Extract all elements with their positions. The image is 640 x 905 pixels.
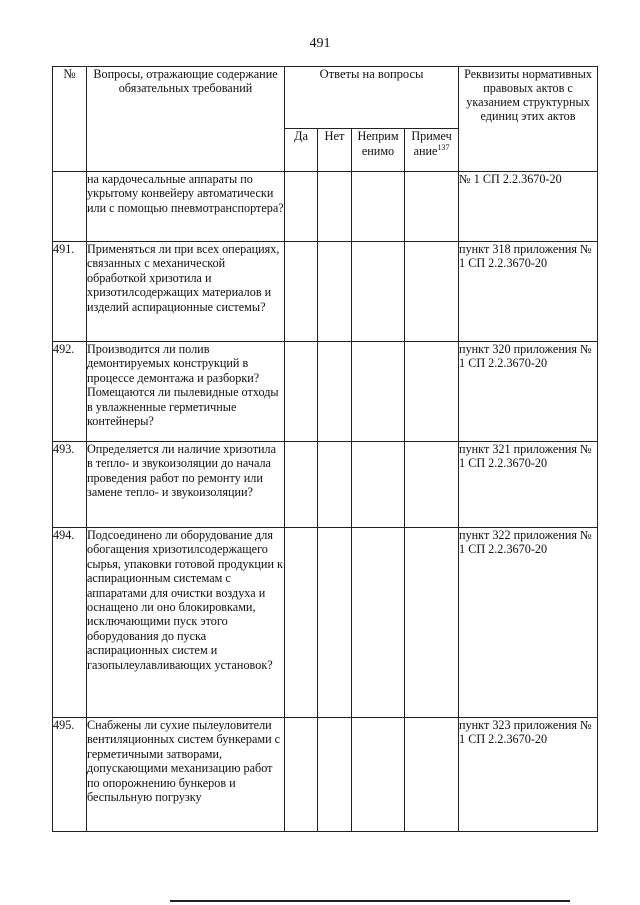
header-num: № (53, 67, 87, 172)
header-not-applicable: Неприм енимо (352, 129, 405, 172)
header-yes: Да (285, 129, 318, 172)
row-number: 493. (53, 442, 87, 528)
header-no: Нет (318, 129, 352, 172)
row-reference: пункт 320 приложения № 1 СП 2.2.3670-20 (459, 342, 598, 442)
row-number: 495. (53, 718, 87, 832)
row-number: 494. (53, 528, 87, 718)
header-note: Примеч ание$^{137}$ (405, 129, 459, 172)
answer-yes-cell[interactable] (285, 442, 318, 528)
table-header-row (53, 67, 598, 129)
answer-na-cell[interactable] (352, 342, 405, 442)
row-number: 492. (53, 342, 87, 442)
table-row (53, 242, 598, 342)
row-question: Определяется ли наличие хризотила в тепло- и звукоизоляции до начала проведения работ по ремонту или замене тепло- и звукоизоляции? (87, 442, 285, 528)
requirements-table (52, 66, 598, 832)
row-question: Подсоединено ли оборудование для обогащения хризотилсодержащего сырья, упаковки готовой продукции к аспирационным системам с аппаратами для очистки воздуха и оснащено ли оно блокировками, исключающими пуск этого оборудования до пуска аспирационных систем и газопылеулавливающих установок? (87, 528, 285, 718)
answer-yes-cell[interactable] (285, 172, 318, 242)
table-row (53, 442, 598, 528)
answer-note-cell[interactable] (405, 528, 459, 718)
table-row (53, 528, 598, 718)
answer-na-cell[interactable] (352, 242, 405, 342)
page-number: 491 (309, 36, 331, 51)
header-answers: Ответы на вопросы (285, 67, 459, 129)
row-reference: пункт 322 приложения № 1 СП 2.2.3670-20 (459, 528, 598, 718)
answer-note-cell[interactable] (405, 442, 459, 528)
answer-na-cell[interactable] (352, 528, 405, 718)
row-reference: пункт 321 приложения № 1 СП 2.2.3670-20 (459, 442, 598, 528)
table-row (53, 342, 598, 442)
answer-na-cell[interactable] (352, 718, 405, 832)
answer-na-cell[interactable] (352, 442, 405, 528)
answer-yes-cell[interactable] (285, 528, 318, 718)
answer-yes-cell[interactable] (285, 242, 318, 342)
answer-na-cell[interactable] (352, 172, 405, 242)
header-question: Вопросы, отражающие содержание обязательных требований (87, 67, 285, 172)
row-number: 491. (53, 242, 87, 342)
answer-no-cell[interactable] (318, 342, 352, 442)
row-reference: № 1 СП 2.2.3670-20 (459, 172, 598, 242)
answer-note-cell[interactable] (405, 242, 459, 342)
row-question: Производится ли полив демонтируемых конструкций в процессе демонтажа и разборки? Помещаются ли пылевидные отходы в увлажненные герметичные контейнеры? (87, 342, 285, 442)
answer-no-cell[interactable] (318, 242, 352, 342)
row-number (53, 172, 87, 242)
row-reference: пункт 318 приложения № 1 СП 2.2.3670-20 (459, 242, 598, 342)
answer-note-cell[interactable] (405, 718, 459, 832)
answer-yes-cell[interactable] (285, 718, 318, 832)
row-question: на кардочесальные аппараты по укрытому конвейеру автоматически или с помощью пневмотранспортера? (87, 172, 285, 242)
row-question: Применяться ли при всех операциях, связанных с механической обработкой хризотила и хризотилсодержащих материалов и изделий аспирационные системы? (87, 242, 285, 342)
answer-yes-cell[interactable] (285, 342, 318, 442)
table-row (53, 172, 598, 242)
footnote-mark: 137 (437, 142, 450, 152)
answer-no-cell[interactable] (318, 718, 352, 832)
answer-note-cell[interactable] (405, 172, 459, 242)
answer-no-cell[interactable] (318, 528, 352, 718)
row-question: Снабжены ли сухие пылеуловители вентиляционных систем бункерами с герметичными затворами, допускающими механизацию работ по опорожнению бункеров и беспыльную погрузку (87, 718, 285, 832)
answer-note-cell[interactable] (405, 342, 459, 442)
answer-no-cell[interactable] (318, 172, 352, 242)
row-reference: пункт 323 приложения № 1 СП 2.2.3670-20 (459, 718, 598, 832)
table-row (53, 718, 598, 832)
header-requisites: Реквизиты нормативных правовых актов с указанием структурных единиц этих актов (459, 67, 598, 172)
page-bottom-rule (170, 900, 570, 902)
answer-no-cell[interactable] (318, 442, 352, 528)
